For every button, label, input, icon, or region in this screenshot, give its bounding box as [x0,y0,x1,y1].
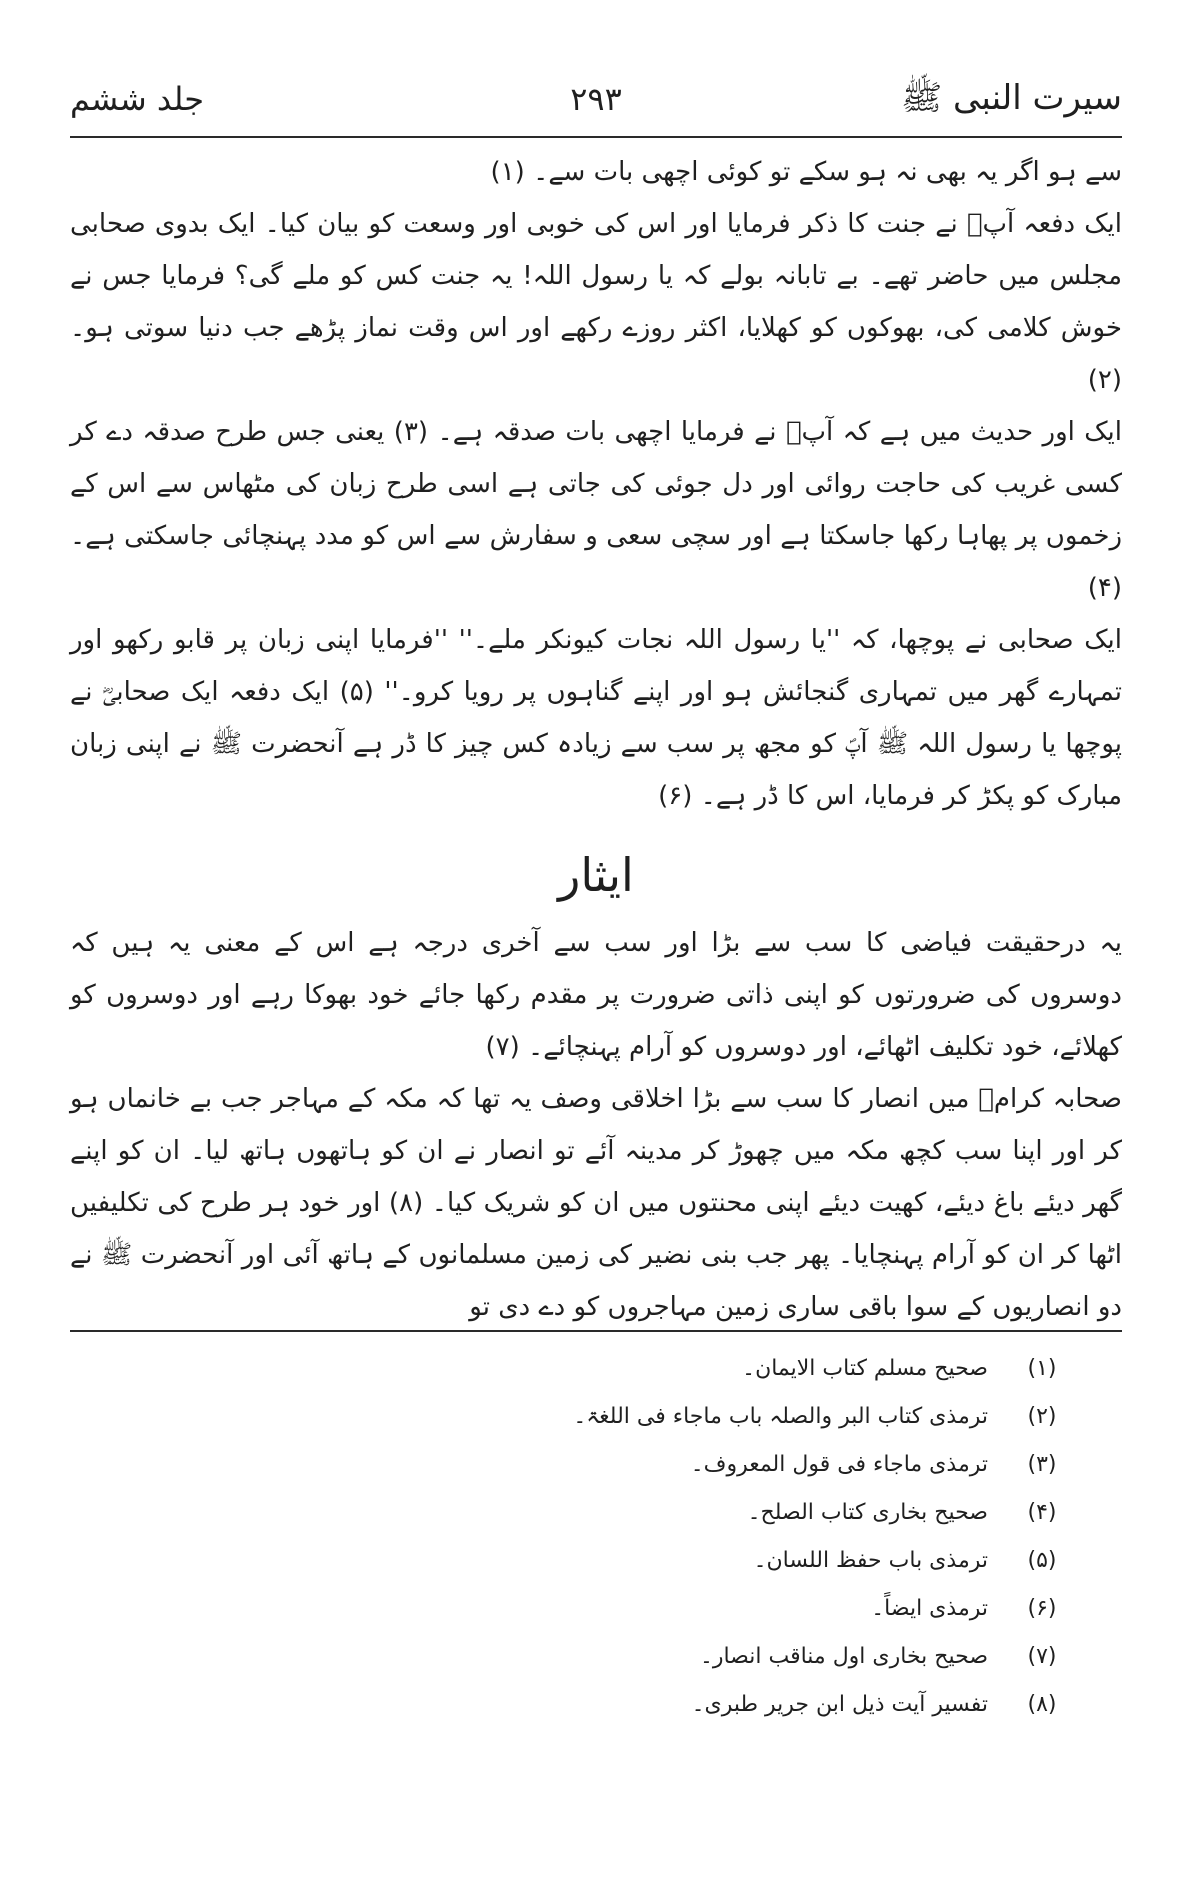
book-title: سیرت النبی ﷺ [901,78,1122,118]
footnotes-list [70,1345,1074,1729]
footnote-number: (۳) [1027,1452,1057,1477]
footnote-text: ترمذی باب حفظ اللسان۔ [753,1548,988,1573]
footnote-item [70,1537,1074,1585]
footnote-number: (۵) [1027,1548,1057,1573]
footnote-number: (۲) [1027,1404,1057,1429]
footnote-number: (۴) [1027,1500,1057,1525]
footnote-item [70,1681,1074,1729]
footnote-text: صحیح بخاری اول مناقب انصار۔ [699,1644,988,1669]
paragraph: ایک صحابی نے پوچھا، کہ ''یا رسول اللہ نجات کیونکر ملے۔'' ''فرمایا اپنی زبان پر قابو رکھو اور تمہارے گھر میں تمہاری گنجائش ہو اور اپنے گناہوں پر رویا کرو۔'' (۵) ایک دفعہ ایک صحابیؓ نے پوچھا یا رسول اللہ ﷺ آپؐ کو مجھ پر سب سے زیادہ کس چیز کا ڈر ہے آنحضرت ﷺ نے اپنی زبان مبارک کو پکڑ کر فرمایا، اس کا ڈر ہے۔ (۶) [70,625,1122,811]
footnote-text: تفسیر آیت ذیل ابن جریر طبری۔ [691,1692,988,1717]
footnote-item [70,1633,1074,1681]
paragraph: ایک اور حدیث میں ہے کہ آپؐ نے فرمایا اچھی بات صدقہ ہے۔ (۳) یعنی جس طرح صدقہ دے کر کسی غریب کی حاجت روائی اور دل جوئی کی جاتی ہے اسی طرح زبان کی مٹھاس سے اس کے زخموں پر پھاہا رکھا جاسکتا ہے اور سچی سعی و سفارش سے اس کو مدد پہنچائی جاسکتی ہے۔ (۴) [70,417,1122,603]
section-heading: ایثار [558,848,634,902]
footnote-text: ترمذی ماجاء فی قول المعروف۔ [690,1452,988,1477]
footnote-item [70,1585,1074,1633]
paragraph: صحابہ کرامؓ میں انصار کا سب سے بڑا اخلاقی وصف یہ تھا کہ مکہ کے مہاجر جب بے خانماں ہو کر اور اپنا سب کچھ مکہ میں چھوڑ کر مدینہ آئے تو انصار نے ان کو ہاتھوں ہاتھ لیا۔ ان کو اپنے گھر دیئے باغ دیئے، کھیت دیئے اپنی محنتوں میں ان کو شریک کیا۔ (۸) اور خود ہر طرح کی تکلیفیں اٹھا کر ان کو آرام پہنچایا۔ پھر جب بنی نضیر کی زمین مسلمانوں کے ہاتھ آئی اور آنحضرت ﷺ نے دو انصاریوں کے سوا باقی ساری زمین مہاجروں کو دے دی تو [70,1084,1123,1323]
body-text [70,146,1122,1333]
footnote-divider [70,1330,1122,1332]
footnote-text: ترمذی ایضاً۔ [871,1596,988,1621]
footnote-item [70,1345,1074,1393]
footnote-item [70,1393,1074,1441]
footnote-text: ترمذی کتاب البر والصلہ باب ماجاء فی اللغۃ۔ [573,1404,988,1429]
page-number: ۲۹۳ [570,80,622,118]
footnote-number: (۸) [1027,1692,1057,1717]
footnote-item [70,1489,1074,1537]
paragraph: یہ درحقیقت فیاضی کا سب سے بڑا اور سب سے آخری درجہ ہے اس کے معنی یہ ہیں کہ دوسروں کی ضرورتوں کو اپنی ذاتی ضرورت پر مقدم رکھا جائے خود بھوکا رہے اور دوسروں کو کھلائے، خود تکلیف اٹھائے، اور دوسروں کو آرام پہنچائے۔ (۷) [70,928,1122,1063]
footnote-text: صحیح بخاری کتاب الصلح۔ [747,1500,988,1525]
footnote-text: صحیح مسلم کتاب الایمان۔ [742,1356,988,1381]
footnote-number: (۶) [1027,1596,1057,1621]
footnote-number: (۷) [1027,1644,1057,1669]
paragraph: سے ہو اگر یہ بھی نہ ہو سکے تو کوئی اچھی بات سے۔ (۱) [490,157,1122,187]
volume-label: جلد ششم [70,80,204,118]
header-divider [70,136,1122,138]
footnote-item [70,1441,1074,1489]
footnote-number: (۱) [1027,1356,1057,1381]
page-header [70,70,1122,134]
paragraph: ایک دفعہ آپؐ نے جنت کا ذکر فرمایا اور اس کی خوبی اور وسعت کو بیان کیا۔ ایک بدوی صحابی مجلس میں حاضر تھے۔ بے تابانہ بولے کہ یا رسول اللہ! یہ جنت کس کو ملے گی؟ فرمایا جس نے خوش کلامی کی، بھوکوں کو کھلایا، اکثر روزے رکھے اور اس وقت نماز پڑھے جب دنیا سوتی ہو۔ (۲) [70,209,1122,395]
